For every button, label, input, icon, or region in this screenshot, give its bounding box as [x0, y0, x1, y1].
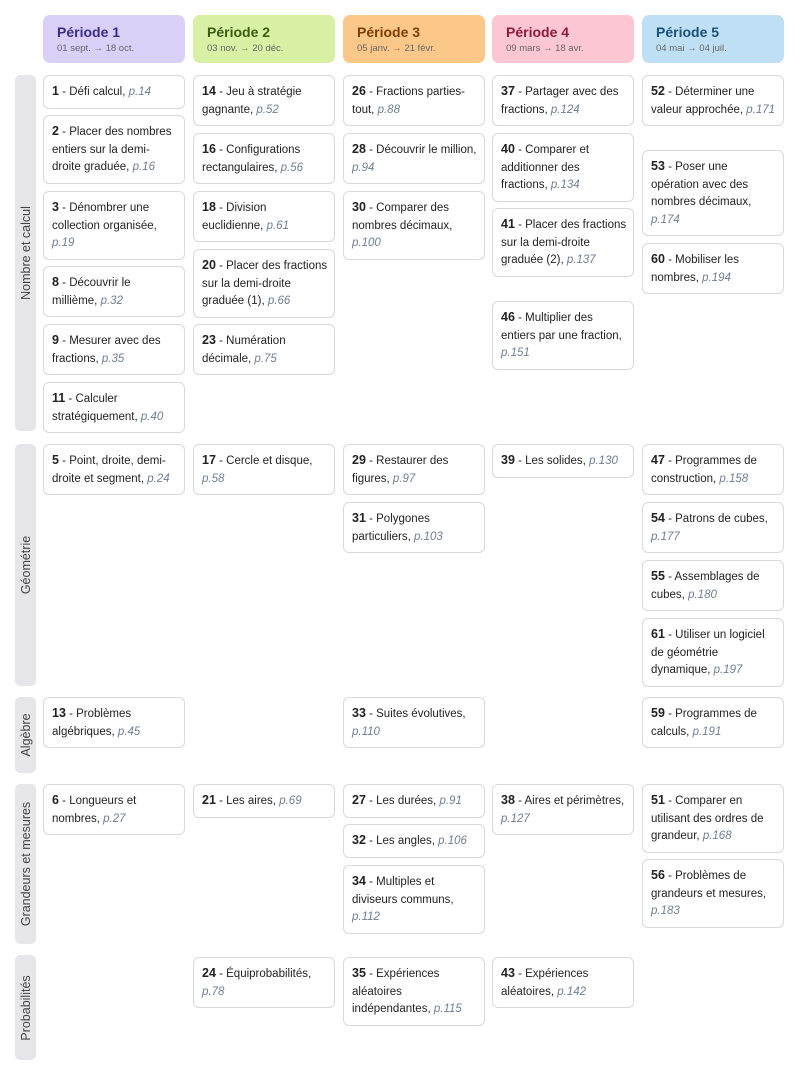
lesson-card-14[interactable]: 14 - Jeu à stratégie gagnante, p.52 — [193, 75, 335, 126]
lesson-number: 54 — [651, 511, 665, 525]
lesson-card-54[interactable]: 54 - Patrons de cubes, p.177 — [642, 502, 784, 553]
period-header-3 — [343, 15, 485, 63]
lesson-number: 1 — [52, 84, 59, 98]
lesson-number: 6 — [52, 793, 59, 807]
period-dates: 04 mai → 04 juil. — [656, 43, 727, 54]
lesson-card-35[interactable]: 35 - Expériences aléatoires indépendantes, p.115 — [343, 957, 485, 1026]
lesson-card-51[interactable]: 51 - Comparer en utilisant des ordres de grandeur, p.168 — [642, 784, 784, 853]
lesson-card-2[interactable]: 2 - Placer des nombres entiers sur la demi-droite graduée, p.16 — [43, 115, 185, 184]
lesson-title: Les solides, — [525, 455, 586, 467]
lesson-title: Multiples et diviseurs communs, — [352, 876, 454, 906]
lesson-page: p.142 — [557, 985, 587, 998]
lesson-number: 59 — [651, 706, 665, 720]
lesson-title: Configurations rectangulaires, — [202, 144, 301, 174]
period-name: Période 5 — [656, 24, 720, 40]
lesson-card-59[interactable]: 59 - Programmes de calculs, p.191 — [642, 697, 784, 748]
lesson-page: p.66 — [267, 295, 291, 307]
lesson-card-33[interactable]: 33 - Suites évolutives, p.110 — [343, 697, 485, 748]
lesson-card-41[interactable]: 41 - Placer des fractions sur la demi-droite graduée (2), p.137 — [492, 208, 634, 277]
lesson-number: 37 — [501, 84, 515, 98]
lesson-page: p.134 — [550, 179, 580, 191]
lesson-title: Découvrir le millième, — [52, 277, 131, 307]
lesson-number: 17 — [202, 453, 216, 467]
lesson-title: Calculer stratégiquement, — [52, 393, 138, 423]
lesson-number: 29 — [352, 453, 366, 467]
domain-bar-grandeurs-et-mesures — [15, 784, 36, 944]
lesson-page: p.103 — [414, 530, 443, 543]
lesson-title: Déterminer une valeur approchée, — [651, 86, 755, 116]
lesson-title: Comparer des nombres décimaux, — [352, 202, 453, 232]
lesson-page: p.124 — [550, 103, 580, 116]
lesson-title: Assemblages de cubes, — [651, 571, 760, 601]
lesson-page: p.16 — [132, 161, 155, 173]
lesson-card-24[interactable]: 24 - Équiprobabilités, p.78 — [193, 957, 335, 1008]
lesson-title: Division euclidienne, — [202, 202, 267, 232]
domain-label: Nombre et calcul — [18, 206, 33, 300]
lesson-card-30[interactable]: 30 - Comparer des nombres décimaux, p.100 — [343, 191, 485, 260]
lesson-number: 18 — [202, 200, 216, 214]
lesson-page: p.32 — [100, 294, 123, 307]
lesson-title: Suites évolutives, — [376, 708, 466, 720]
lesson-number: 55 — [651, 569, 665, 583]
lesson-card-29[interactable]: 29 - Restaurer des figures, p.97 — [343, 444, 485, 495]
lesson-title: Problèmes algébriques, — [52, 708, 132, 738]
lesson-title: Mesurer avec des fractions, — [52, 335, 161, 365]
lesson-number: 20 — [202, 258, 216, 272]
lesson-title: Longueurs et nombres, — [52, 795, 137, 825]
lesson-page: p.35 — [101, 352, 125, 365]
lesson-card-37[interactable]: 37 - Partager avec des fractions, p.124 — [492, 75, 634, 126]
lesson-page: p.115 — [433, 1003, 462, 1015]
lesson-page: p.194 — [702, 271, 731, 284]
period-name: Période 4 — [506, 24, 570, 40]
lesson-title: Comparer en utilisant des ordres de grandeur, — [651, 795, 764, 842]
lesson-card-61[interactable]: 61 - Utiliser un logiciel de géométrie dynamique, p.197 — [642, 618, 784, 687]
lesson-number: 16 — [202, 142, 216, 156]
lesson-number: 40 — [501, 142, 515, 156]
lesson-title: Fractions parties-tout, — [352, 86, 465, 116]
lesson-card-55[interactable]: 55 - Assemblages de cubes, p.180 — [642, 560, 784, 611]
lesson-number: 41 — [501, 217, 515, 231]
lesson-title: Numération décimale, — [202, 335, 286, 365]
lesson-card-23[interactable]: 23 - Numération décimale, p.75 — [193, 324, 335, 375]
lesson-card-26[interactable]: 26 - Fractions parties-tout, p.88 — [343, 75, 485, 126]
lesson-number: 31 — [352, 511, 366, 525]
lesson-number: 38 — [501, 793, 515, 807]
lesson-card-3[interactable]: 3 - Dénombrer une collection organisée, p.19 — [43, 191, 185, 260]
lesson-card-6[interactable]: 6 - Longueurs et nombres, p.27 — [43, 784, 185, 835]
lesson-page: p.45 — [117, 725, 141, 738]
lesson-number: 33 — [352, 706, 366, 720]
period-header-2 — [193, 15, 335, 63]
lesson-card-11[interactable]: 11 - Calculer stratégiquement, p.40 — [43, 382, 185, 433]
lesson-title: Expériences aléatoires, — [501, 968, 589, 998]
domain-label: Algèbre — [18, 713, 33, 757]
lesson-title: Équiprobabilités, — [226, 968, 312, 980]
domain-label: Grandeurs et mesures — [18, 801, 33, 927]
lesson-card-40[interactable]: 40 - Comparer et additionner des fractions, p.134 — [492, 133, 634, 202]
lesson-title: Dénombrer une collection organisée, — [52, 202, 157, 232]
lesson-page: p.75 — [254, 352, 277, 365]
lesson-page: p.91 — [439, 795, 462, 807]
lesson-page: p.52 — [256, 103, 279, 116]
lesson-number: 28 — [352, 142, 366, 156]
lesson-number: 21 — [202, 793, 216, 807]
lesson-number: 26 — [352, 84, 366, 98]
lesson-title: Restaurer des figures, — [352, 455, 449, 485]
period-header-5 — [642, 15, 784, 63]
lesson-card-31[interactable]: 31 - Polygones particuliers, p.103 — [343, 502, 485, 553]
lesson-number: 30 — [352, 200, 366, 214]
lesson-title: Polygones particuliers, — [352, 513, 430, 543]
lesson-page: p.177 — [651, 530, 680, 543]
lesson-card-16[interactable]: 16 - Configurations rectangulaires, p.56 — [193, 133, 335, 184]
lesson-page: p.137 — [566, 254, 596, 266]
lesson-number: 9 — [52, 333, 59, 347]
lesson-number: 47 — [651, 453, 665, 467]
lesson-title: Patrons de cubes, — [675, 513, 768, 525]
lesson-title: Programmes de construction, — [651, 455, 757, 485]
lesson-page: p.40 — [140, 410, 164, 423]
domain-bar-nombre-et-calcul — [15, 75, 36, 431]
lesson-card-46[interactable]: 46 - Multiplier des entiers par une fraction, p.151 — [492, 301, 634, 370]
lesson-number: 51 — [651, 793, 665, 807]
lesson-card-39[interactable]: 39 - Les solides, p.130 — [492, 444, 634, 478]
lesson-title: Expériences aléatoires indépendantes, — [352, 968, 440, 1015]
lesson-number: 39 — [501, 453, 515, 467]
lesson-number: 46 — [501, 310, 515, 324]
lesson-title: Les angles, — [376, 835, 435, 847]
lesson-card-1[interactable]: 1 - Défi calcul, p.14 — [43, 75, 185, 109]
lesson-page: p.61 — [266, 219, 289, 232]
lesson-page: p.180 — [688, 588, 717, 601]
lesson-page: p.58 — [202, 472, 225, 485]
lesson-title: Découvrir le million, — [376, 144, 477, 156]
lesson-title: Utiliser un logiciel de géométrie dynamique, — [651, 629, 765, 676]
lesson-card-28[interactable]: 28 - Découvrir le million, p.94 — [343, 133, 485, 184]
lesson-page: p.130 — [589, 455, 618, 467]
lesson-page: p.174 — [651, 213, 680, 226]
lesson-page: p.151 — [501, 347, 530, 359]
lesson-card-34[interactable]: 34 - Multiples et diviseurs communs, p.112 — [343, 865, 485, 934]
lesson-number: 13 — [52, 706, 66, 720]
lesson-number: 52 — [651, 84, 665, 98]
lesson-card-9[interactable]: 9 - Mesurer avec des fractions, p.35 — [43, 324, 185, 375]
lesson-card-21[interactable]: 21 - Les aires, p.69 — [193, 784, 335, 818]
lesson-number: 32 — [352, 833, 366, 847]
period-header-1 — [43, 15, 185, 63]
lesson-number: 27 — [352, 793, 366, 807]
lesson-title: Partager avec des fractions, — [501, 86, 619, 116]
period-dates: 05 janv. → 21 févr. — [357, 43, 436, 54]
lesson-page: p.171 — [746, 103, 776, 116]
period-dates: 01 sept. → 18 oct. — [57, 43, 135, 54]
lesson-page: p.19 — [52, 237, 75, 249]
lesson-title: Mobiliser les nombres, — [651, 254, 740, 284]
lesson-card-18[interactable]: 18 - Division euclidienne, p.61 — [193, 191, 335, 242]
lesson-page: p.14 — [128, 86, 152, 98]
lesson-page: p.78 — [202, 985, 225, 998]
lesson-page: p.94 — [352, 161, 375, 174]
lesson-page: p.56 — [280, 161, 304, 174]
lesson-title: Point, droite, demi-droite et segment, — [52, 455, 166, 485]
lesson-number: 34 — [352, 874, 366, 888]
lesson-page: p.106 — [438, 835, 467, 847]
period-name: Période 3 — [357, 24, 421, 40]
lesson-page: p.69 — [279, 795, 302, 807]
lesson-title: Multiplier des entiers par une fraction, — [501, 312, 622, 342]
lesson-card-32[interactable]: 32 - Les angles, p.106 — [343, 824, 485, 858]
lesson-page: p.24 — [147, 472, 170, 485]
lesson-card-52[interactable]: 52 - Déterminer une valeur approchée, p.171 — [642, 75, 784, 126]
lesson-page: p.183 — [651, 905, 680, 917]
lesson-number: 56 — [651, 868, 665, 882]
period-header-4 — [492, 15, 634, 63]
lesson-number: 14 — [202, 84, 216, 98]
lesson-card-17[interactable]: 17 - Cercle et disque, p.58 — [193, 444, 335, 495]
period-dates: 03 nov. → 20 déc. — [207, 43, 284, 54]
domain-label: Probabilités — [18, 974, 33, 1041]
lesson-page: p.158 — [719, 472, 749, 485]
lesson-number: 53 — [651, 159, 665, 173]
lesson-title: Placer des fractions sur la demi-droite graduée (2), — [501, 219, 627, 266]
lesson-number: 24 — [202, 966, 216, 980]
lesson-title: Problèmes de grandeurs et mesures, — [651, 870, 767, 900]
domain-bar-geometrie — [15, 444, 36, 686]
domain-label: Géométrie — [18, 535, 33, 595]
lesson-page: p.100 — [352, 237, 381, 249]
period-dates: 09 mars → 18 avr. — [506, 43, 584, 54]
lesson-card-56[interactable]: 56 - Problèmes de grandeurs et mesures, p.183 — [642, 859, 784, 928]
lesson-page: p.197 — [713, 664, 743, 676]
period-name: Période 1 — [57, 24, 121, 40]
lesson-title: Jeu à stratégie gagnante, — [202, 86, 302, 116]
lesson-number: 23 — [202, 333, 216, 347]
lesson-page: p.88 — [377, 103, 400, 116]
lesson-number: 61 — [651, 627, 665, 641]
lesson-card-60[interactable]: 60 - Mobiliser les nombres, p.194 — [642, 243, 784, 294]
lesson-number: 43 — [501, 966, 515, 980]
lesson-title: Placer des nombres entiers sur la demi-droite graduée, — [52, 126, 172, 173]
lesson-title: Programmes de calculs, — [651, 708, 757, 738]
lesson-page: p.97 — [392, 472, 416, 485]
lesson-number: 35 — [352, 966, 366, 980]
lesson-number: 60 — [651, 252, 665, 266]
lesson-page: p.27 — [103, 812, 126, 825]
lesson-number: 11 — [52, 391, 66, 405]
lesson-title: Défi calcul, — [69, 86, 126, 98]
lesson-card-20[interactable]: 20 - Placer des fractions sur la demi-droite graduée (1), p.66 — [193, 249, 335, 318]
lesson-page: p.168 — [702, 830, 732, 842]
domain-bar-probabilites — [15, 955, 36, 1060]
lesson-card-13[interactable]: 13 - Problèmes algébriques, p.45 — [43, 697, 185, 748]
lesson-number: 8 — [52, 275, 59, 289]
lesson-title: Aires et périmètres, — [524, 795, 625, 807]
lesson-card-5[interactable]: 5 - Point, droite, demi-droite et segment, p.24 — [43, 444, 185, 495]
lesson-page: p.110 — [352, 725, 380, 738]
lesson-number: 3 — [52, 200, 59, 214]
lesson-title: Les aires, — [226, 795, 276, 807]
lesson-page: p.112 — [352, 911, 380, 923]
lesson-title: Les durées, — [376, 795, 437, 807]
lesson-number: 5 — [52, 453, 59, 467]
lesson-title: Poser une opération avec des nombres décimaux, — [651, 161, 752, 208]
lesson-card-38[interactable]: 38 - Aires et périmètres, p.127 — [492, 784, 634, 835]
domain-bar-algebre — [15, 697, 36, 773]
lesson-title: Placer des fractions sur la demi-droite graduée (1), — [202, 260, 328, 307]
lesson-card-43[interactable]: 43 - Expériences aléatoires, p.142 — [492, 957, 634, 1008]
lesson-page: p.127 — [501, 812, 530, 825]
lesson-card-47[interactable]: 47 - Programmes de construction, p.158 — [642, 444, 784, 495]
lesson-card-27[interactable]: 27 - Les durées, p.91 — [343, 784, 485, 818]
lesson-title: Comparer et additionner des fractions, — [501, 144, 590, 191]
lesson-page: p.191 — [692, 725, 722, 738]
lesson-card-53[interactable]: 53 - Poser une opération avec des nombres décimaux, p.174 — [642, 150, 784, 236]
lesson-number: 2 — [52, 124, 59, 138]
lesson-title: Cercle et disque, — [226, 455, 313, 467]
lesson-card-8[interactable]: 8 - Découvrir le millième, p.32 — [43, 266, 185, 317]
period-name: Période 2 — [207, 24, 271, 40]
